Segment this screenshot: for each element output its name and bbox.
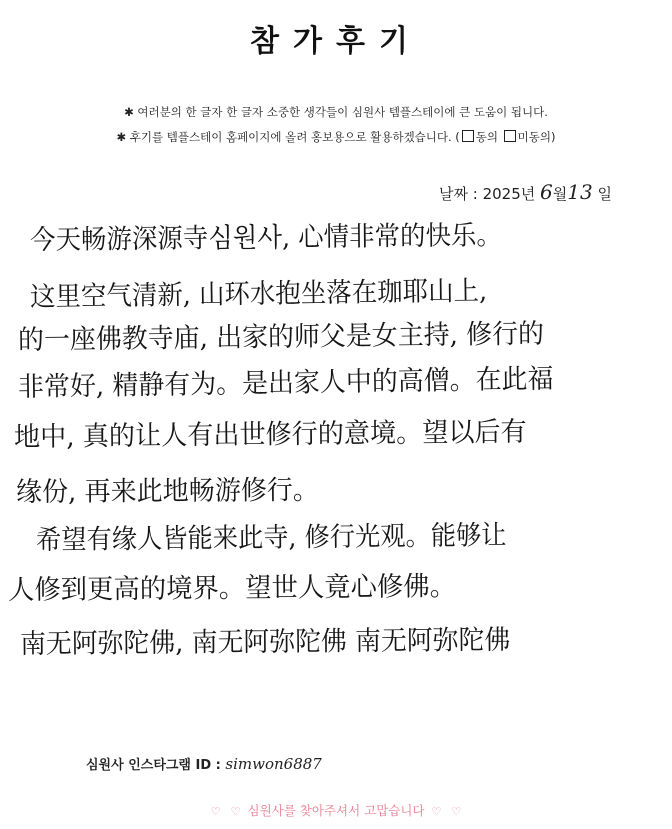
agree-label: 동의 (475, 130, 499, 144)
date-line (439, 180, 612, 204)
notice-line-1 (0, 104, 672, 120)
notice-line-2 (0, 129, 672, 145)
instagram-label: 심원사 인스타그램 ID : (86, 758, 221, 773)
date-label: 날짜 : (438, 185, 478, 203)
handwriting-line-6: 缘份, 再来此地畅游修行。 (15, 474, 319, 508)
handwriting-line-4: 非常好, 精静有为。是出家人中的高僧。在此福 (17, 363, 554, 403)
footer-text: 심원사를 찾아주셔서 고맙습니다 (247, 803, 425, 818)
handwriting-line-1: 今天畅游深源寺심원사, 心情非常的快乐。 (29, 220, 503, 256)
page-title: 참가후기 (250, 24, 422, 59)
agree-checkbox[interactable] (462, 130, 474, 142)
handwriting-line-5: 地中, 真的让人有出世修行的意境。望以后有 (13, 416, 527, 453)
instagram-line (86, 754, 322, 773)
date-year: 2025년 (482, 185, 536, 203)
disagree-label: 미동의) (517, 130, 556, 144)
handwriting-line-7: 希望有缘人皆能来此寺, 修行光观。能够让 (35, 520, 507, 556)
notice-line-1-text: 여러분의 한 글자 한 글자 소중한 생각들이 심원사 템플스테이에 큰 도움이 됩니다. (137, 105, 548, 119)
heart-icon: ♡ (210, 805, 221, 818)
instagram-id: simwon6887 (225, 755, 322, 773)
notice-line-2-text: 후기를 템플스테이 홈페이지에 올려 홍보용으로 활용하겠습니다. ( (129, 130, 460, 144)
handwriting-line-9: 南无阿弥陀佛, 南无阿弥陀佛 南无阿弥陀佛 (19, 624, 511, 660)
handwriting-line-2: 这里空气清新, 山环水抱坐落在珈耶山上, (29, 275, 488, 313)
date-month-unit: 월 (552, 185, 568, 203)
heart-icon: ♡ (451, 805, 462, 818)
footer-thanks (0, 801, 672, 819)
date-day-unit: 일 (597, 185, 612, 203)
heart-icon: ♡ (431, 805, 442, 818)
bullet-icon: ✱ (124, 105, 134, 119)
bullet-icon: ✱ (116, 130, 127, 144)
handwriting-line-8: 人修到更高的境界。望世人竟心修佛。 (7, 571, 457, 606)
date-day: 13 (567, 180, 593, 204)
heart-icon: ♡ (230, 805, 241, 818)
date-month: 6 (540, 180, 553, 204)
disagree-checkbox[interactable] (504, 130, 516, 142)
handwriting-line-3: 的一座佛教寺庙, 出家的师父是女主持, 修行的 (17, 318, 545, 356)
